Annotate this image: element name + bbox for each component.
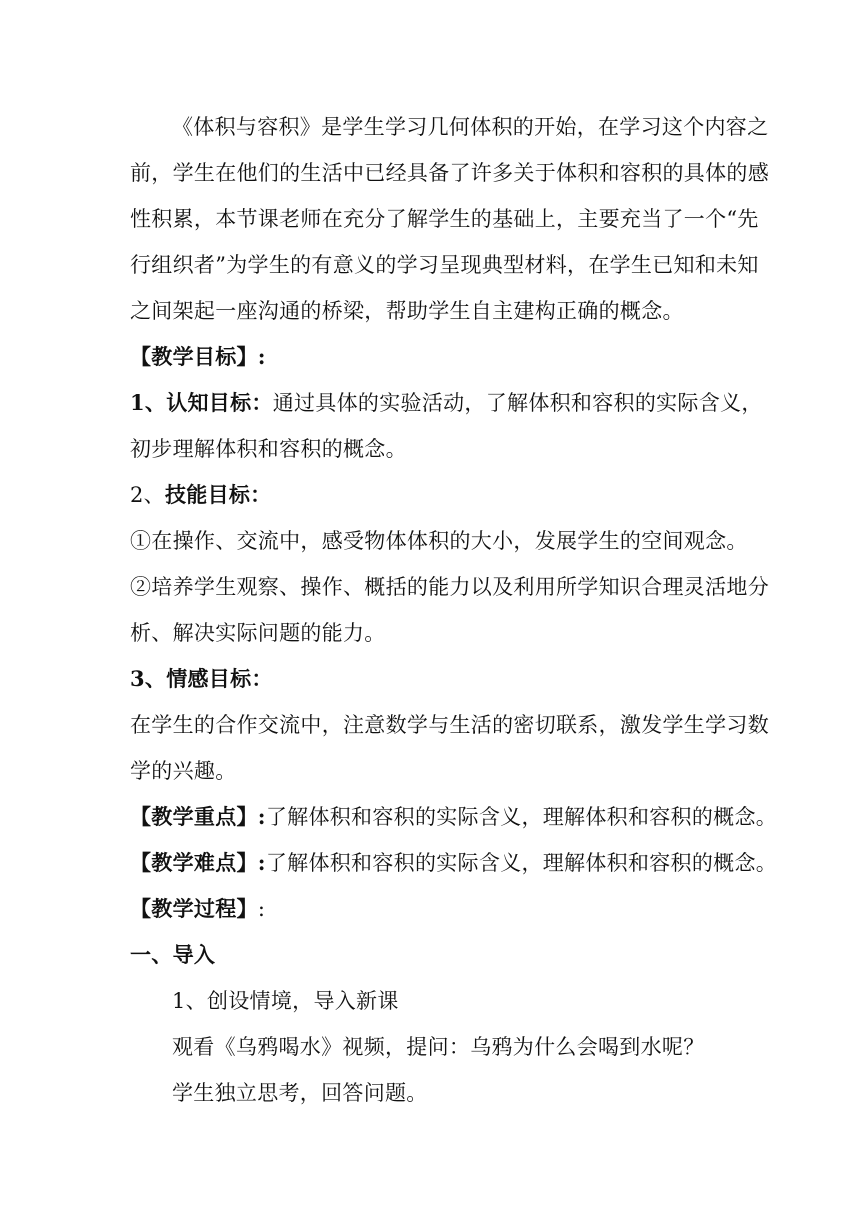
cognitive-objective [130, 389, 763, 417]
keypoint-label: 【教学重点】: [130, 804, 266, 829]
intro-line-2 [130, 159, 769, 187]
keypoint-row [130, 803, 777, 831]
cognitive-label: 1、认知目标： [130, 390, 273, 415]
difficulty-row [130, 849, 777, 877]
intro-text: 之间架起一座沟通的桥梁，帮助学生自主建构正确的概念。 [130, 299, 684, 323]
keypoint-text: 了解体积和容积的实际含义，理解体积和容积的概念。 [265, 805, 778, 829]
cognitive-text: 通过具体的实验活动，了解体积和容积的实际含义， [272, 391, 763, 415]
skill-item-2-text: ②培养学生观察、操作、概括的能力以及利用所学知识合理灵活地分 [130, 575, 769, 599]
process-heading [130, 895, 265, 923]
objectives-heading: 【教学目标】: [130, 344, 266, 369]
skill-item-2 [130, 573, 769, 601]
intro-text: 性积累，本节课老师在充分了解学生的基础上，主要充当了一个“先 [130, 207, 759, 231]
process-heading-label: 【教学过程】 [130, 896, 258, 921]
difficulty-label: 【教学难点】: [130, 850, 266, 875]
intro-line-1 [172, 113, 769, 141]
process-heading-colon: : [257, 897, 266, 921]
difficulty-text: 了解体积和容积的实际含义，理解体积和容积的概念。 [265, 851, 778, 875]
skill-objective-heading [130, 481, 271, 509]
emotion-text-1 [130, 711, 769, 739]
intro-text: 前，学生在他们的生活中已经具备了许多关于体积和容积的具体的感 [130, 161, 769, 185]
skill-label: 技能目标： [164, 482, 272, 507]
emotion-text: 在学生的合作交流中，注意数学与生活的密切联系，激发学生学习数 [130, 713, 769, 737]
process-step-3: 学生独立思考，回答问题。 [172, 1081, 428, 1105]
skill-item-1: ①在操作、交流中，感受物体体积的大小，发展学生的空间观念。 [130, 529, 748, 553]
intro-line-3 [130, 205, 759, 233]
cognitive-objective-cont: 初步理解体积和容积的概念。 [130, 437, 407, 461]
emotion-objective-heading: 3、情感目标： [130, 666, 273, 691]
skill-num: 2、 [130, 483, 165, 507]
intro-text: 行组织者”为学生的有意义的学习呈现典型材料，在学生已知和未知 [130, 253, 759, 277]
skill-item-2-cont: 析、解决实际问题的能力。 [130, 621, 386, 645]
intro-line-5 [130, 297, 684, 325]
intro-text: 《体积与容积》是学生学习几何体积的开始，在学习这个内容之 [172, 115, 769, 139]
process-step-1: 1、创设情境，导入新课 [172, 989, 399, 1013]
process-step-2: 观看《乌鸦喝水》视频，提问：乌鸦为什么会喝到水呢？ [172, 1035, 705, 1059]
section-1-heading: 一、导入 [130, 942, 216, 967]
intro-line-4 [130, 251, 759, 279]
emotion-text-2: 学的兴趣。 [130, 759, 237, 783]
